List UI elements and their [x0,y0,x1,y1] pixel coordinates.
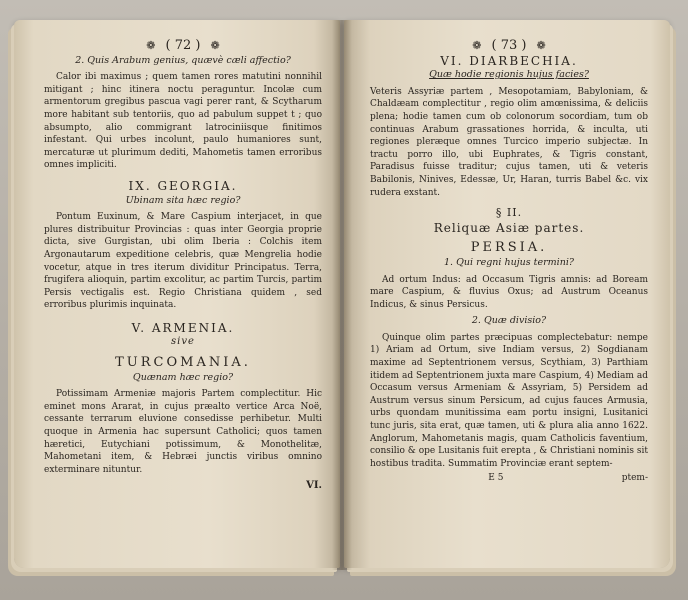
right-page [344,20,670,568]
section-heading: PERSIA. [470,240,548,256]
right-page-header [370,40,648,53]
book-gutter [332,20,352,570]
question: Quæ hodie regionis hujus facies? [429,69,589,81]
paragraph: Veteris Assyriæ partem , Mesopotamiam, Babyloniam, & Chaldæam complectitur , regio olim amœnissima, & deliciis plena; hodie tamen cum ob colonorum socordiam, tum ob continuas Arabum grassationes horrida, & inculta, uti regiones pleræque omnes Turcico imperio subjectæ. In tractu porro illo, ubi Euphrates, & Tigris constant, Paradisus fuisse traditur; cujus tamen, uti & veteris Babilonis, Ninives, Edessæ, Ur, Haran, turris Babel &c. vix rudera exstant. [370,86,648,198]
page-number: ( 72 ) [165,38,201,53]
paragraph: Pontum Euxinum, & Mare Caspium interjacet, in que plures distribuitur Provincias : quas inter Georgia proprie dicta, sive Gurgistan, ubi olim Iberia : Colchis item Argonautarum expeditione celebris, quæ Mengrelia hodie vocetur, atque in tres iterum dividitur Principatus. Terra, frugifera alioquin, partim excolitur, ac partim Turcis, partim Persis vectigalis est. Regio Christiana quidem , sed erroribus plurimis inquinata. [44,212,322,311]
catchword: ptem- [621,473,648,484]
paragraph: Potissimam Armeniæ majoris Partem complectitur. Hic eminet mons Ararat, in cujus præalto vertice Arca Noë, cessante terrarum eluvione consedisse perhibetur. Multi quoque in Armenia hac supersunt Catholici; quos tamen hæretici, Eutychiani potissimum, & Monothelitæ, Mahometani item, & Hebræi junctis viribus omnino exterminare nituntur. [44,389,322,475]
section-heading: VI. DIARBECHIA. [440,53,578,68]
question: 2. Quis Arabum genius, quævè cæli affectio? [75,54,291,66]
question: 2. Quæ divisio? [471,315,547,327]
signature-mark: E 5 [488,473,504,484]
ornament-icon: ❁ [536,39,546,52]
section-heading: V. ARMENIA. [131,320,235,335]
question: 1. Qui regni hujus termini? [444,256,574,268]
paragraph: Calor ibi maximus ; quem tamen rores matutini nonnihil mitigant ; hinc itinera noctu peraguntur. Incolæ cum armentorum gregibus pascua vagi perer rant, & Scytharum more habitant sub tentoriis, quo ad pabulum suppet t ; quo absumpto, alio commigrant latrociniisque finitimos infestant. Qui urbes incolunt, paulo humaniores sunt, mercaturæ ut plurimum dediti, Mahometis tamen erroribus omnes impliciti. [44,72,322,171]
section-title: Reliquæ Asiæ partes. [433,220,585,235]
ornament-icon: ❁ [472,39,482,52]
catchword: VI. [306,480,322,492]
left-page-header [44,40,322,53]
section-heading-sive: sive [171,336,195,348]
question: Ubinam sita hæc regio? [125,194,241,206]
ornament-icon: ❁ [146,39,156,52]
section-heading: TURCOMANIA. [115,355,251,371]
page-footer [370,472,648,485]
ornament-icon: ❁ [210,39,220,52]
paragraph: Quinque olim partes præcipuas complectebatur: nempe 1) Ariam ad Ortum, sive Indiam versus, 2) Sogdianam maxime ad Septentrionem versus, Scythiam, 3) Parthiam itidem ad Septentrionem juxta mare Caspium, 4) Mediam ad Occasum versus Armeniam & Assyriam, 5) Persidem ad Austrum versus sinum Persicum, ad cujus fauces Armusia, urbs quondam munitissima eam portu insigni, Lusitanici tunc juris, sita erat, quæ tamen, uti & plura alia anno 1622. Anglorum, Mahometanis magis, quam Catholicis faventium, consilio & ope Lusitanis fuit erepta , & Christiani nominis sit hostibus tradita. Summatim Provinciæ erant septem- [370,332,648,469]
section-heading: IX. GEORGIA. [128,178,238,193]
paragraph: Ad ortum Indus: ad Occasum Tigris amnis: ad Boream mare Caspium, & fluvius Oxus; ad Austrum Oceanus Indicus, & sinus Persicus. [370,274,648,310]
left-page [14,20,340,568]
question: Quænam hæc regio? [132,371,234,383]
section-number: § II. [495,206,523,220]
page-number: ( 73 ) [491,38,527,53]
open-book [14,20,674,576]
